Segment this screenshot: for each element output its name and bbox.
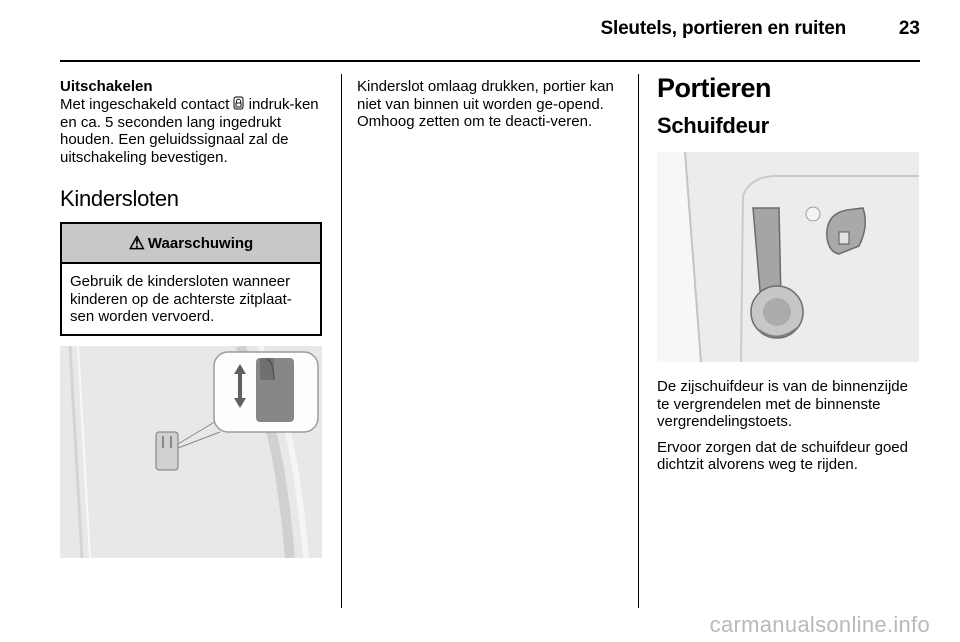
uitschakelen-text-start: Met ingeschakeld contact (60, 96, 234, 113)
sliding-door-paragraph-1: De zijschuifdeur is van de binnenzijde te vergrendelen met de binnenste vergrendelingstoets. (657, 378, 908, 430)
uitschakelen-heading: Uitschakelen (60, 78, 153, 95)
warning-box-body (62, 264, 320, 334)
column-1 (60, 78, 326, 558)
warning-text: Gebruik de kindersloten wanneer kinderen op de achterste zitplaat-sen worden vervoerd. (70, 273, 292, 325)
uitschakelen-text (60, 96, 326, 166)
warning-box (60, 222, 322, 336)
sliding-door-lock-illustration (657, 152, 919, 362)
watermark: carmanualsonline.info (709, 612, 930, 637)
schuifdeur-heading: Schuifdeur (657, 113, 769, 138)
warning-title: Waarschuwing (147, 234, 254, 252)
column-3 (657, 72, 923, 474)
sliding-door-paragraph-2: Ervoor zorgen dat de schuifdeur goed dichtzit alvorens weg te rijden. (657, 438, 908, 473)
column-divider-1 (341, 74, 342, 608)
column-divider-2 (638, 74, 639, 608)
child-lock-instructions: Kinderslot omlaag drukken, portier kan niet van binnen uit worden ge-opend. Omhoog zetten om te deacti-veren. (357, 78, 614, 130)
warning-triangle-icon: ⚠ (128, 232, 145, 253)
portieren-heading: Portieren (657, 73, 772, 103)
lock-button-icon (233, 96, 244, 110)
column-2 (357, 78, 623, 131)
page-number: 23 (898, 18, 920, 39)
header-rule (60, 60, 920, 62)
kindersloten-heading: Kindersloten (60, 186, 179, 211)
uitschakelen-text-end: indruk-ken en ca. 5 seconden lang ingedrukt houden. Een geluidssignaal zal de uitschakeling bevestigen. (60, 96, 319, 166)
running-header-title: Sleutels, portieren en ruiten (600, 18, 846, 39)
child-lock-illustration (60, 346, 322, 558)
warning-box-header (62, 224, 320, 264)
